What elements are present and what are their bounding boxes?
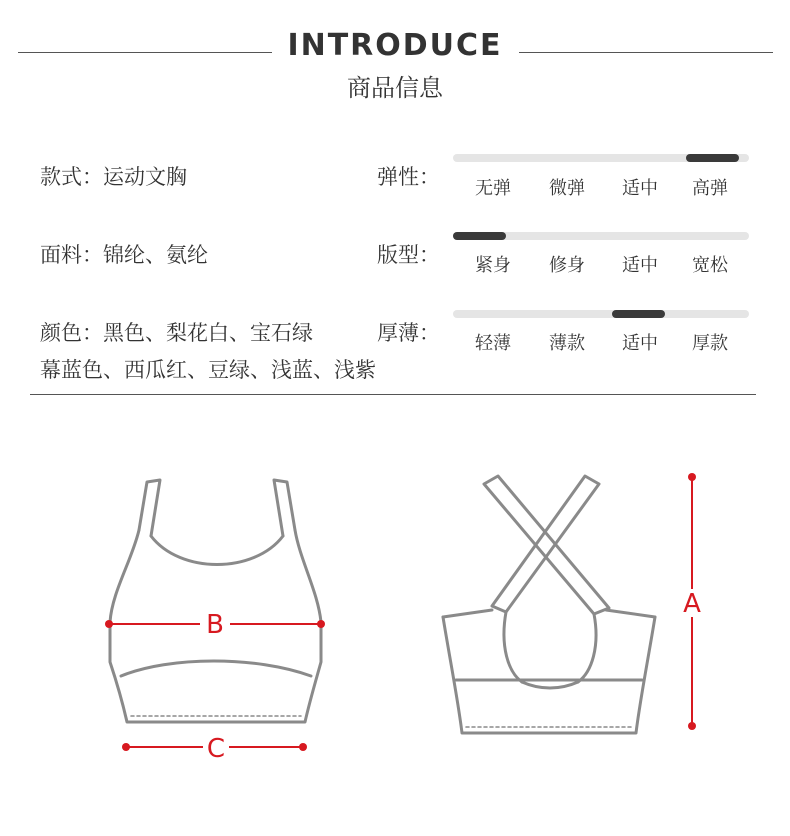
measurement-b-label: B (206, 610, 224, 640)
thickness-option: 轻薄 (475, 333, 511, 354)
fit-label: 版型： (377, 243, 440, 267)
thickness-label: 厚薄： (377, 321, 440, 345)
back-view-illustration (443, 476, 655, 733)
elasticity-option: 微弹 (549, 178, 585, 199)
thickness-option: 适中 (622, 333, 658, 354)
fabric-info: 面料：锦纶、氨纶 (40, 243, 208, 267)
measurement-c (122, 734, 307, 764)
elasticity-option: 适中 (622, 178, 658, 199)
fit-option: 紧身 (475, 255, 511, 276)
elasticity-option: 无弹 (475, 178, 511, 199)
elasticity-label: 弹性： (377, 165, 440, 189)
measurement-a (683, 473, 701, 730)
thickness-option: 厚款 (692, 333, 728, 354)
measurement-b (105, 610, 325, 640)
thickness-option: 薄款 (549, 333, 585, 354)
fit-option: 宽松 (692, 255, 728, 276)
colors-info-line1: 颜色：黑色、梨花白、宝石绿 (40, 321, 313, 345)
style-info: 款式：运动文胸 (40, 165, 187, 189)
measurement-c-label: C (206, 734, 226, 764)
colors-info-line2: 幕蓝色、西瓜红、豆绿、浅蓝、浅紫 (40, 358, 376, 382)
elasticity-option: 高弹 (692, 178, 728, 199)
fit-option: 修身 (549, 255, 585, 276)
page-subtitle: 商品信息 (347, 74, 443, 102)
front-view-illustration (110, 480, 321, 722)
measurement-a-label: A (683, 589, 701, 619)
page-title: INTRODUCE (287, 28, 503, 63)
fit-option: 适中 (622, 255, 658, 276)
